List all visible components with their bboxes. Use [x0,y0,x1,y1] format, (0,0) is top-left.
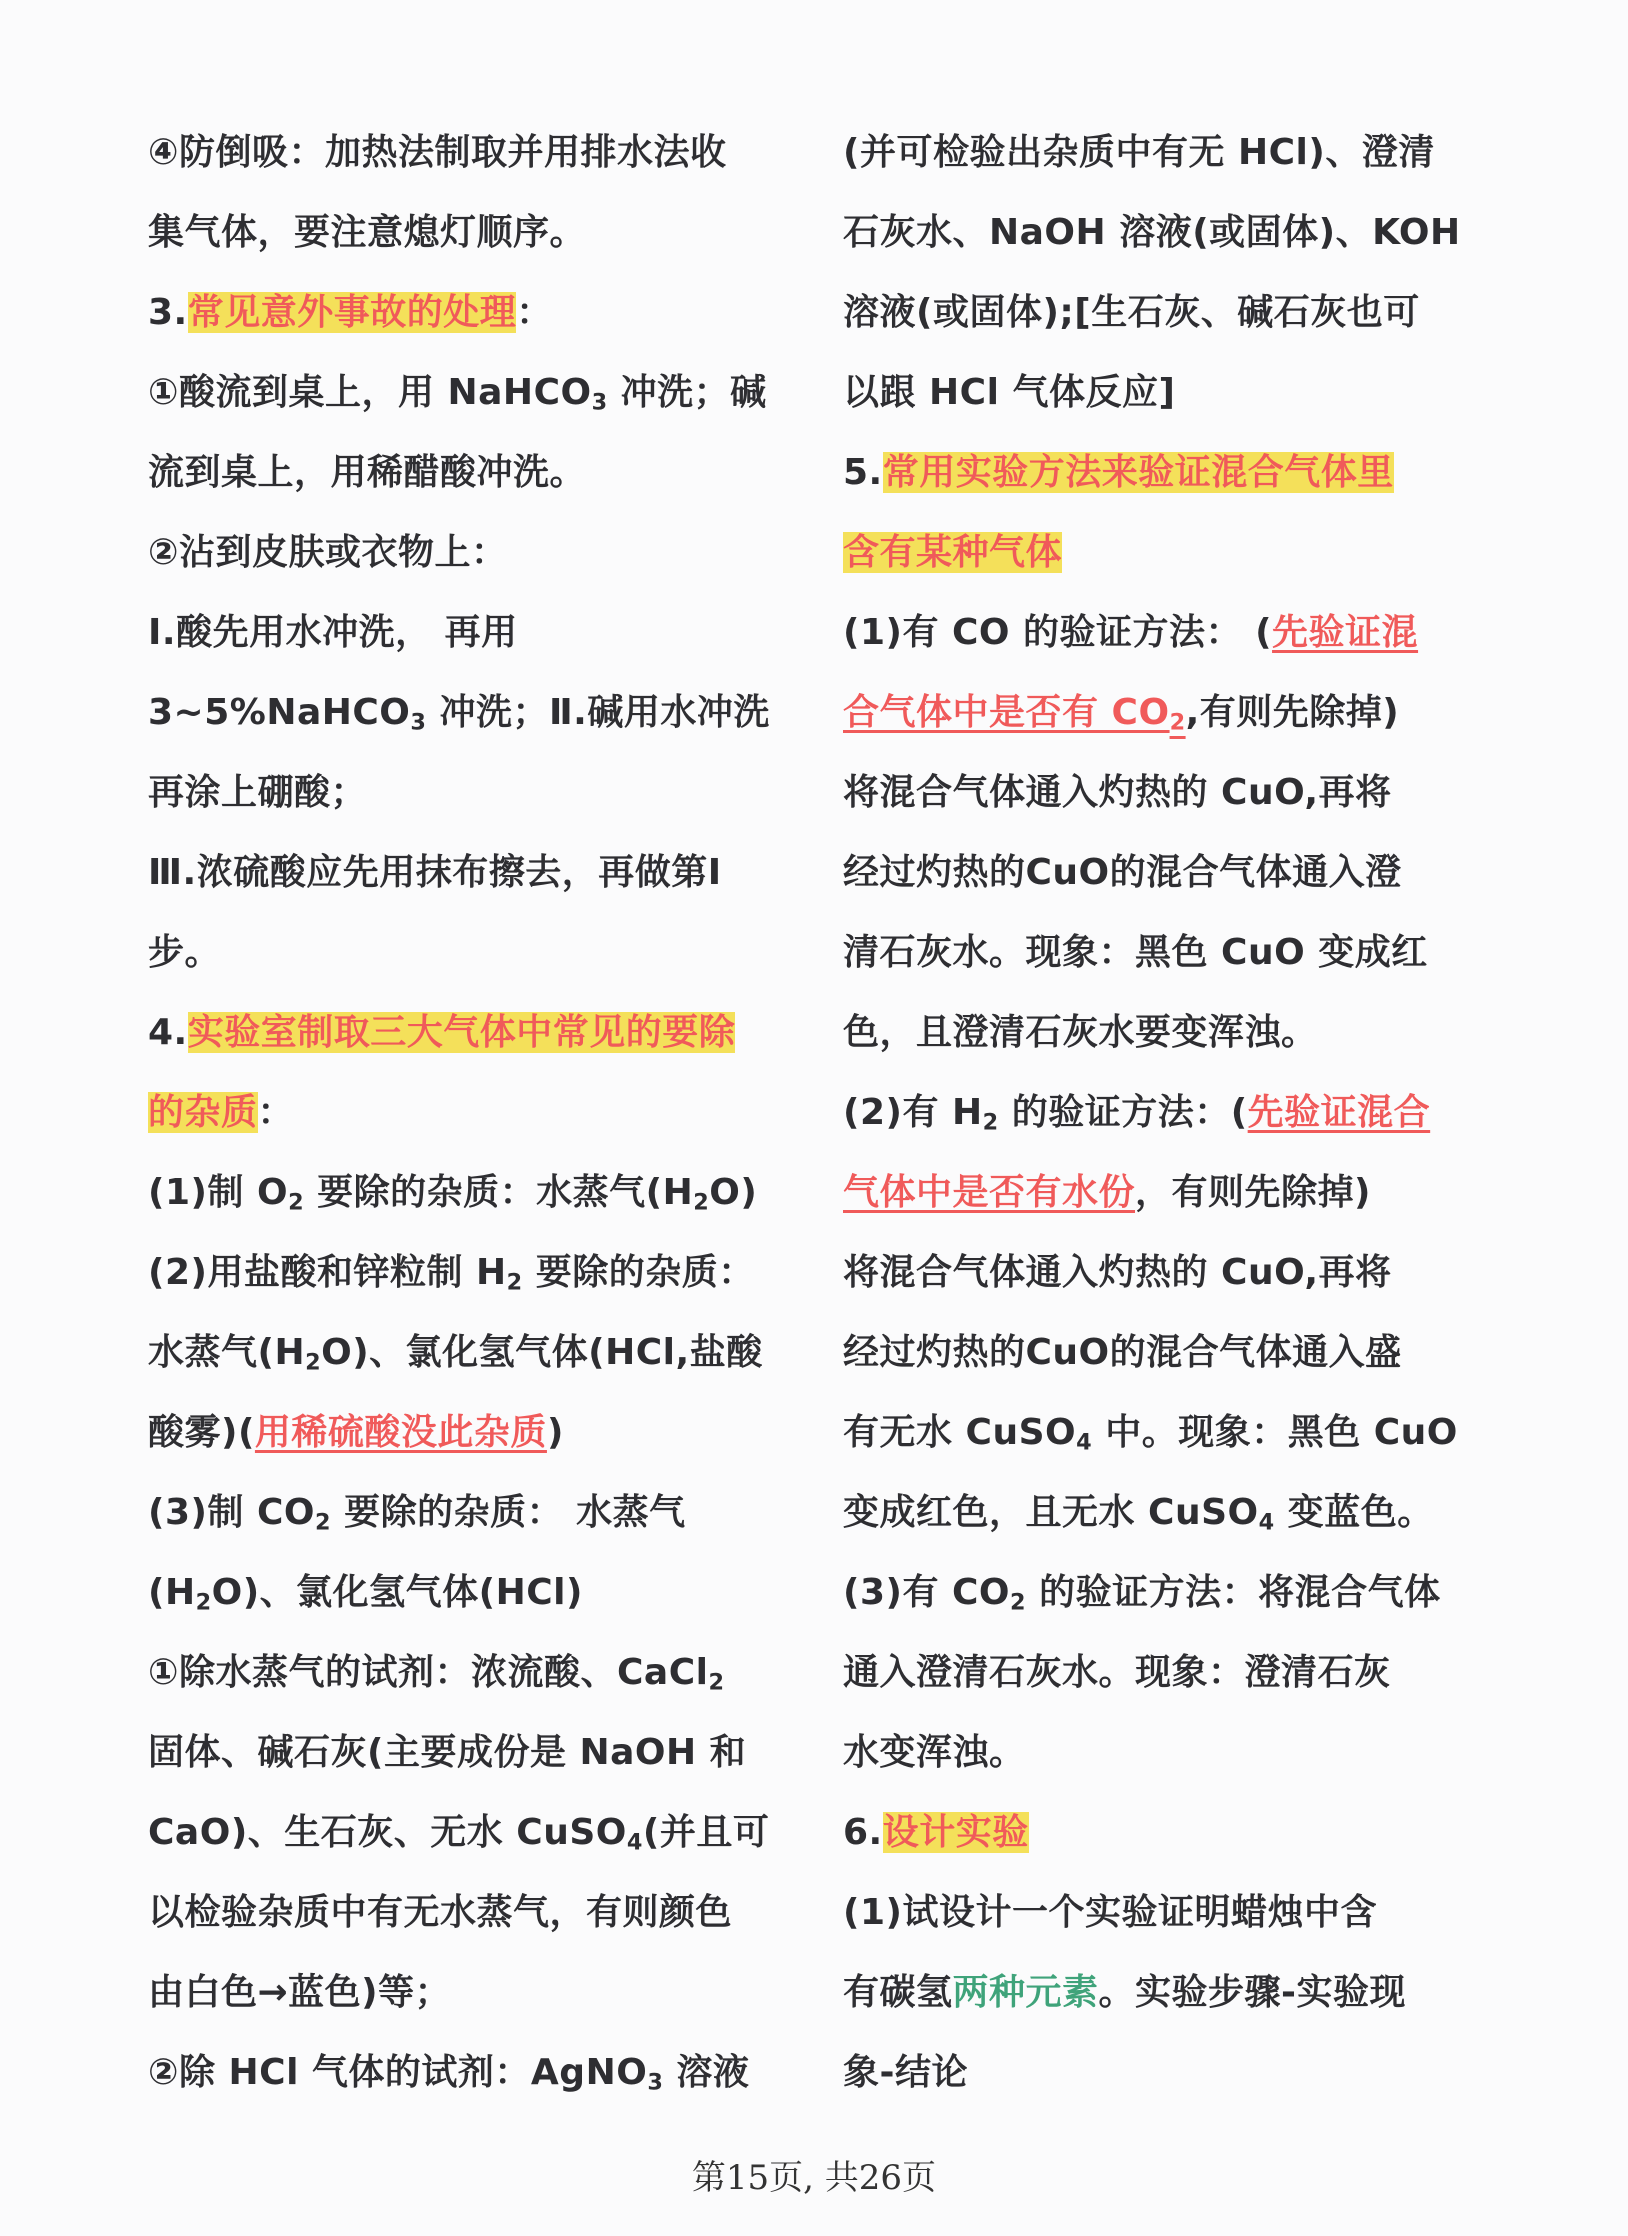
text-segment: ,有则先除掉) [1185,692,1400,733]
text-segment: CaO)、生石灰、无水 CuSO [148,1812,627,1853]
subscript: 4 [1258,1509,1275,1536]
text-segment: 水蒸气(H [148,1332,306,1373]
text-line [148,920,820,1000]
text-segment: 3. [148,292,188,333]
text-line [843,1880,1523,1960]
text-line [843,1800,1523,1880]
section-heading: 含有某种气体 [843,532,1063,573]
subscript: 3 [647,2069,664,2096]
text-segment: 集气体，要注意熄灯顺序。 [148,212,587,253]
emphasis-text: 两种元素 [952,1972,1099,2013]
text-segment: (3)有 CO [843,1572,1011,1613]
text-segment: 冲洗；Ⅱ.碱用水冲洗 [426,692,770,733]
subscript: 2 [288,1189,305,1216]
text-line [148,1240,820,1320]
text-line [843,1960,1523,2040]
text-segment: (3)制 CO [148,1492,316,1533]
text-segment: ①酸流到桌上，用 NaHCO [148,372,592,413]
text-segment: 要除的杂质： 水蒸气 [331,1492,686,1533]
text-line [148,280,820,360]
text-segment: 酸雾)( [148,1412,255,1453]
subscript: 3 [591,389,608,416]
text-line [148,1480,820,1560]
text-line [843,1480,1523,1560]
text-segment: 要除的杂质： [522,1252,755,1293]
text-line [843,200,1523,280]
text-segment: 流到桌上，用稀醋酸冲洗。 [148,452,587,493]
text-line [148,1080,820,1160]
section-heading: 实验室制取三大气体中常见的要除 [187,1012,736,1053]
subscript: 2 [195,1589,212,1616]
text-segment: ④防倒吸：加热法制取并用排水法收 [148,132,727,173]
text-line [843,120,1523,200]
text-segment: 将混合气体通入灼热的 CuO,再将 [843,1252,1392,1293]
text-line [148,1000,820,1080]
text-segment: 清石灰水。现象：黑色 CuO 变成红 [843,932,1428,973]
text-segment: 5. [843,452,883,493]
subscript: 2 [315,1509,332,1536]
text-segment: ①除水蒸气的试剂：浓流酸、CaCl [148,1652,709,1693]
text-line [843,680,1523,760]
text-segment: 再涂上硼酸； [148,772,368,813]
text-line [148,1720,820,1800]
emphasis-text: 先验证混 [1272,612,1419,653]
text-line [843,520,1523,600]
text-segment: 。实验步骤-实验现 [1098,1972,1406,2013]
section-heading: 的杂质 [148,1092,258,1133]
text-segment: ： [516,292,553,333]
text-segment: 的验证方法：( [998,1092,1248,1133]
text-segment: 固体、碱石灰(主要成份是 NaOH 和 [148,1732,747,1773]
text-line [148,2040,820,2120]
text-line [843,1160,1523,1240]
text-segment: 要除的杂质：水蒸气(H [304,1172,694,1213]
text-line [843,760,1523,840]
text-line [843,360,1523,440]
text-segment: 石灰水、NaOH 溶液(或固体)、KOH [843,212,1461,253]
text-segment: 溶液(或固体);[生石灰、碱石灰也可 [843,292,1420,333]
text-segment: 将混合气体通入灼热的 CuO,再将 [843,772,1392,813]
text-segment: (H [148,1572,196,1613]
text-line [148,1160,820,1240]
text-segment: 象-结论 [843,2052,968,2093]
text-line [843,1720,1523,1800]
emphasis-text: 气体中是否有水份 [843,1172,1136,1213]
emphasis-text: 用稀硫酸没此杂质 [254,1412,547,1453]
section-heading: 常用实验方法来验证混合气体里 [882,452,1394,493]
subscript: 4 [1076,1429,1093,1456]
text-segment: 变蓝色。 [1274,1492,1434,1533]
text-segment: 变成红色，且无水 CuSO [843,1492,1259,1533]
text-line [148,840,820,920]
text-segment: ) [546,1412,564,1453]
text-segment: 经过灼热的CuO的混合气体通入盛 [843,1332,1402,1373]
text-segment: (1)有 CO 的验证方法： ( [843,612,1273,653]
text-segment: (并可检验出杂质中有无 HCl)、澄清 [843,132,1435,173]
subscript: 2 [982,1109,999,1136]
subscript: 2 [1169,709,1186,736]
text-line [148,1640,820,1720]
text-line [843,600,1523,680]
text-segment: (1)制 O [148,1172,289,1213]
text-line [148,680,820,760]
text-line [148,760,820,840]
text-segment: 有碳氢 [843,1972,953,2013]
text-segment: (2)用盐酸和锌粒制 H [148,1252,507,1293]
text-segment: 经过灼热的CuO的混合气体通入澄 [843,852,1402,893]
text-line [148,440,820,520]
text-line [148,1320,820,1400]
text-segment: 溶液 [663,2052,750,2093]
text-segment: O)、氯化氢气体(HCl,盐酸 [321,1332,763,1373]
text-line [843,1320,1523,1400]
text-line [843,1080,1523,1160]
text-segment: O)、氯化氢气体(HCl) [211,1572,583,1613]
section-heading: 常见意外事故的处理 [187,292,517,333]
text-line [148,600,820,680]
text-segment: ，有则先除掉) [1135,1172,1371,1213]
text-segment: Ⅰ.酸先用水冲洗， 再用 [148,612,518,653]
text-line [148,520,820,600]
text-line [843,280,1523,360]
text-line [843,840,1523,920]
text-segment: ②除 HCl 气体的试剂：AgNO [148,2052,648,2093]
right-column [843,120,1523,2120]
text-line [148,1560,820,1640]
text-segment: (1)试设计一个实验证明蜡烛中含 [843,1892,1377,1933]
text-segment: 由白色→蓝色)等； [148,1972,452,2013]
text-line [148,1800,820,1880]
text-line [148,360,820,440]
text-segment: 通入澄清石灰水。现象：澄清石灰 [843,1652,1391,1693]
text-segment: O) [709,1172,758,1213]
text-segment: 冲洗；碱 [607,372,767,413]
text-line [843,1000,1523,1080]
text-line [843,1560,1523,1640]
text-segment: Ⅲ.浓硫酸应先用抹布擦去，再做第Ⅰ [148,852,722,893]
text-line [148,120,820,200]
subscript: 2 [506,1269,523,1296]
subscript: 3 [410,709,427,736]
text-segment: 色，且澄清石灰水要变浑浊。 [843,1012,1318,1053]
emphasis-text: 先验证混合 [1247,1092,1431,1133]
text-line [843,1240,1523,1320]
text-line [148,1960,820,2040]
text-line [148,200,820,280]
text-line [148,1880,820,1960]
text-segment: 有无水 CuSO [843,1412,1077,1453]
text-segment: 步。 [148,932,222,973]
left-column [148,120,820,2120]
text-segment: 中。现象：黑色 CuO [1092,1412,1458,1453]
text-segment: 的验证方法：将混合气体 [1026,1572,1441,1613]
text-line [843,1400,1523,1480]
text-segment: 以跟 HCl 气体反应] [843,372,1176,413]
text-segment: ②沾到皮肤或衣物上： [148,532,508,573]
text-line [148,1400,820,1480]
text-line [843,2040,1523,2120]
text-segment: 水变浑浊。 [843,1732,1026,1773]
text-line [843,440,1523,520]
text-segment: 6. [843,1812,883,1853]
subscript: 4 [626,1829,643,1856]
text-segment: 3~5%NaHCO [148,692,411,733]
page-footer: 第15页, 共26页 [691,2158,937,2198]
text-segment: 以检验杂质中有无水蒸气，有则颜色 [148,1892,733,1933]
subscript: 2 [1010,1589,1027,1616]
text-segment: (2)有 H [843,1092,983,1133]
section-heading: 设计实验 [882,1812,1029,1853]
subscript: 2 [708,1669,725,1696]
text-segment: 4. [148,1012,188,1053]
subscript: 2 [305,1349,322,1376]
text-segment: (并且可 [642,1812,770,1853]
text-segment: ： [257,1092,295,1133]
subscript: 2 [693,1189,710,1216]
text-line [843,920,1523,1000]
text-line [843,1640,1523,1720]
emphasis-text: 合气体中是否有 CO [843,692,1170,733]
